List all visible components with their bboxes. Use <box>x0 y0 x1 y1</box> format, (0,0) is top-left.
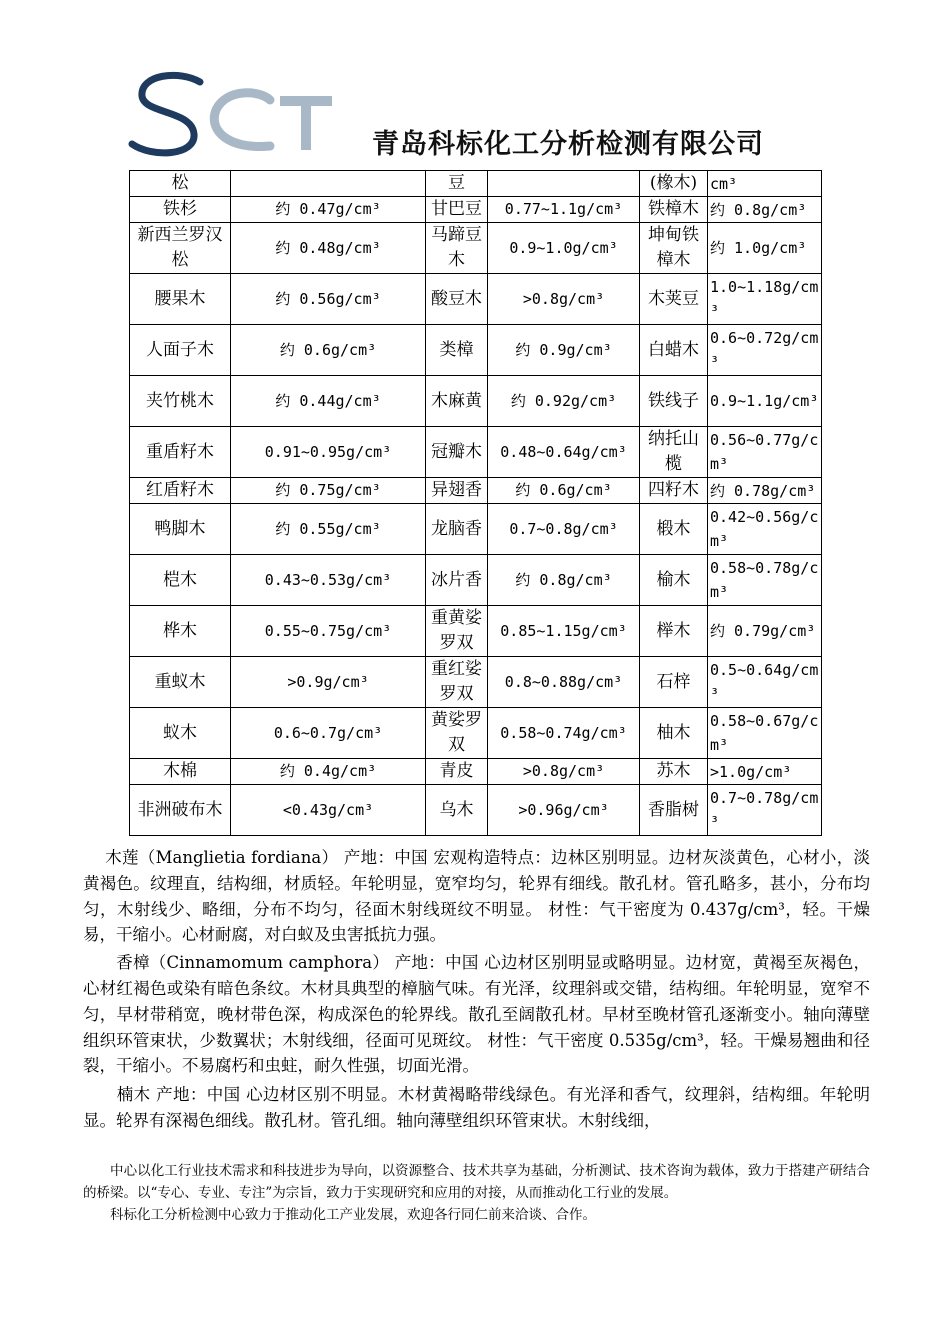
density-cell: 0.91~0.95g/cm³ <box>231 427 426 478</box>
species-cell: 四籽木 <box>640 478 708 504</box>
species-cell: 龙脑香 <box>426 504 488 555</box>
species-cell: 马蹄豆木 <box>426 223 488 274</box>
paragraph-nanmu: 楠木 产地：中国 心边材区别不明显。木材黄褐略带线绿色。有光泽和香气，纹理斜，结构细。年轮明显。轮界有深褐色细线。散孔材。管孔细。轴向薄壁组织环管束状。木射线细， <box>83 1085 870 1130</box>
wood-density-table <box>129 170 822 836</box>
density-cell: 0.56~0.77g/cm³ <box>708 427 822 478</box>
density-cell: 0.42~0.56g/cm³ <box>708 504 822 555</box>
density-cell: 0.43~0.53g/cm³ <box>231 555 426 606</box>
density-cell: 约 0.48g/cm³ <box>231 223 426 274</box>
density-cell: >0.9g/cm³ <box>231 657 426 708</box>
table-row <box>130 376 822 427</box>
density-cell: >0.8g/cm³ <box>488 759 640 785</box>
density-cell: <0.43g/cm³ <box>231 785 426 836</box>
table-row <box>130 606 822 657</box>
body-text <box>83 845 870 1134</box>
species-cell: 异翅香 <box>426 478 488 504</box>
species-cell: 松 <box>130 171 231 197</box>
density-cell: 0.55~0.75g/cm³ <box>231 606 426 657</box>
density-cell: 0.58~0.67g/cm³ <box>708 708 822 759</box>
density-cell: 约 0.79g/cm³ <box>708 606 822 657</box>
density-cell <box>488 171 640 197</box>
species-cell: 类樟 <box>426 325 488 376</box>
species-cell: 冠瓣木 <box>426 427 488 478</box>
density-cell: 约 0.47g/cm³ <box>231 197 426 223</box>
density-cell: cm³ <box>708 171 822 197</box>
species-cell: 石梓 <box>640 657 708 708</box>
species-cell: 夹竹桃木 <box>130 376 231 427</box>
species-cell: 桦木 <box>130 606 231 657</box>
species-cell: 重蚁木 <box>130 657 231 708</box>
density-cell: >0.8g/cm³ <box>488 274 640 325</box>
sct-logo-mark <box>128 66 348 166</box>
density-cell: >1.0g/cm³ <box>708 759 822 785</box>
density-cell: 0.5~0.64g/cm³ <box>708 657 822 708</box>
species-cell: 椴木 <box>640 504 708 555</box>
species-cell: 铁杉 <box>130 197 231 223</box>
species-cell: 红盾籽木 <box>130 478 231 504</box>
density-cell: 0.85~1.15g/cm³ <box>488 606 640 657</box>
species-cell: 腰果木 <box>130 274 231 325</box>
density-cell: 0.48~0.64g/cm³ <box>488 427 640 478</box>
density-cell: 约 0.8g/cm³ <box>488 555 640 606</box>
density-cell: 0.58~0.74g/cm³ <box>488 708 640 759</box>
species-cell: 白蜡木 <box>640 325 708 376</box>
density-cell: 0.9~1.1g/cm³ <box>708 376 822 427</box>
species-cell: 桤木 <box>130 555 231 606</box>
table-row <box>130 785 822 836</box>
company-name: 青岛科标化工分析检测有限公司 <box>372 129 764 160</box>
table-row <box>130 274 822 325</box>
species-cell: 黄娑罗双 <box>426 708 488 759</box>
species-cell: 甘巴豆 <box>426 197 488 223</box>
species-cell: 冰片香 <box>426 555 488 606</box>
table-row <box>130 427 822 478</box>
species-cell: 纳托山榄 <box>640 427 708 478</box>
table-row <box>130 504 822 555</box>
species-cell: 豆 <box>426 171 488 197</box>
density-cell: 0.77~1.1g/cm³ <box>488 197 640 223</box>
species-cell: 苏木 <box>640 759 708 785</box>
density-cell: 0.6~0.7g/cm³ <box>231 708 426 759</box>
species-cell: 香脂树 <box>640 785 708 836</box>
table-row <box>130 478 822 504</box>
species-cell: (橡木) <box>640 171 708 197</box>
species-cell: 蚁木 <box>130 708 231 759</box>
density-cell: 约 0.6g/cm³ <box>488 478 640 504</box>
table-row <box>130 325 822 376</box>
density-cell: 约 0.75g/cm³ <box>231 478 426 504</box>
density-cell: 约 0.78g/cm³ <box>708 478 822 504</box>
species-cell: 坤甸铁樟木 <box>640 223 708 274</box>
paragraph-xiangzhang: 香樟（Cinnamomum camphora） 产地：中国 心边材区别明显或略明显。边材宽，黄褐至灰褐色，心材红褐色或染有暗色条纹。木材具典型的樟脑气味。有光泽，纹理斜或交错，结构细。年轮明显，宽窄不匀，早材带稍宽，晚材带色深，构成深色的轮界线。散孔至阔散孔材。早材至晚材管孔逐渐变小。轴向薄壁组织环管束状，少数翼状；木射线细，径面可见斑纹。 材性：气干密度 0.535g/cm³，轻。干燥易翘曲和径裂，干缩小。不易腐朽和虫蛀，耐久性强，切面光滑。 <box>83 953 870 1076</box>
footer-paragraph-2: 科标化工分析检测中心致力于推动化工产业发展，欢迎各行同仁前来洽谈、合作。 <box>110 1207 596 1223</box>
footer <box>83 1160 870 1226</box>
species-cell: 乌木 <box>426 785 488 836</box>
density-cell: 1.0~1.18g/cm³ <box>708 274 822 325</box>
species-cell: 木荚豆 <box>640 274 708 325</box>
species-cell: 重红娑罗双 <box>426 657 488 708</box>
species-cell: 铁线子 <box>640 376 708 427</box>
species-cell: 鸭脚木 <box>130 504 231 555</box>
species-cell: 木麻黄 <box>426 376 488 427</box>
table-body <box>130 171 822 836</box>
table-row <box>130 759 822 785</box>
species-cell: 重黄娑罗双 <box>426 606 488 657</box>
density-cell: 约 0.6g/cm³ <box>231 325 426 376</box>
density-cell: 约 0.44g/cm³ <box>231 376 426 427</box>
species-cell: 重盾籽木 <box>130 427 231 478</box>
species-cell: 柚木 <box>640 708 708 759</box>
table-row <box>130 708 822 759</box>
density-cell: 0.7~0.8g/cm³ <box>488 504 640 555</box>
table-row <box>130 223 822 274</box>
density-cell: 约 0.4g/cm³ <box>231 759 426 785</box>
species-cell: 木棉 <box>130 759 231 785</box>
species-cell: 人面子木 <box>130 325 231 376</box>
density-cell: 约 0.8g/cm³ <box>708 197 822 223</box>
density-cell <box>231 171 426 197</box>
species-cell: 新西兰罗汉松 <box>130 223 231 274</box>
density-cell: 0.9~1.0g/cm³ <box>488 223 640 274</box>
species-cell: 榉木 <box>640 606 708 657</box>
species-cell: 铁樟木 <box>640 197 708 223</box>
density-cell: 约 0.56g/cm³ <box>231 274 426 325</box>
density-cell: 约 1.0g/cm³ <box>708 223 822 274</box>
species-cell: 非洲破布木 <box>130 785 231 836</box>
species-cell: 酸豆木 <box>426 274 488 325</box>
table-row <box>130 657 822 708</box>
table-row <box>130 555 822 606</box>
species-cell: 榆木 <box>640 555 708 606</box>
density-cell: 0.7~0.78g/cm³ <box>708 785 822 836</box>
density-cell: 0.58~0.78g/cm³ <box>708 555 822 606</box>
density-cell: >0.96g/cm³ <box>488 785 640 836</box>
density-cell: 约 0.9g/cm³ <box>488 325 640 376</box>
species-cell: 青皮 <box>426 759 488 785</box>
paragraph-mulian: 木莲（Manglietia fordiana） 产地：中国 宏观构造特点：边林区别明显。边材灰淡黄色，心材小，淡黄褐色。纹理直，结构细，材质轻。年轮明显，宽窄均匀，轮界有细线。散孔材。管孔略多，甚小，分布均匀，木射线少、略细，分布不均匀，径面木射线斑纹不明显。 材性：气干密度为 0.437g/cm³，轻。干燥易，干缩小。心材耐腐，对白蚁及虫害抵抗力强。 <box>83 848 870 945</box>
density-cell: 约 0.55g/cm³ <box>231 504 426 555</box>
footer-paragraph-1: 中心以化工行业技术需求和科技进步为导向，以资源整合、技术共享为基础，分析测试、技术咨询为载体，致力于搭建产研结合的桥梁。以“专心、专业、专注”为宗旨，致力于实现研究和应用的对接，从而推动化工行业的发展。 <box>83 1163 870 1201</box>
density-cell: 0.6~0.72g/cm³ <box>708 325 822 376</box>
table-row <box>130 197 822 223</box>
table-row <box>130 171 822 197</box>
density-cell: 约 0.92g/cm³ <box>488 376 640 427</box>
density-cell: 0.8~0.88g/cm³ <box>488 657 640 708</box>
